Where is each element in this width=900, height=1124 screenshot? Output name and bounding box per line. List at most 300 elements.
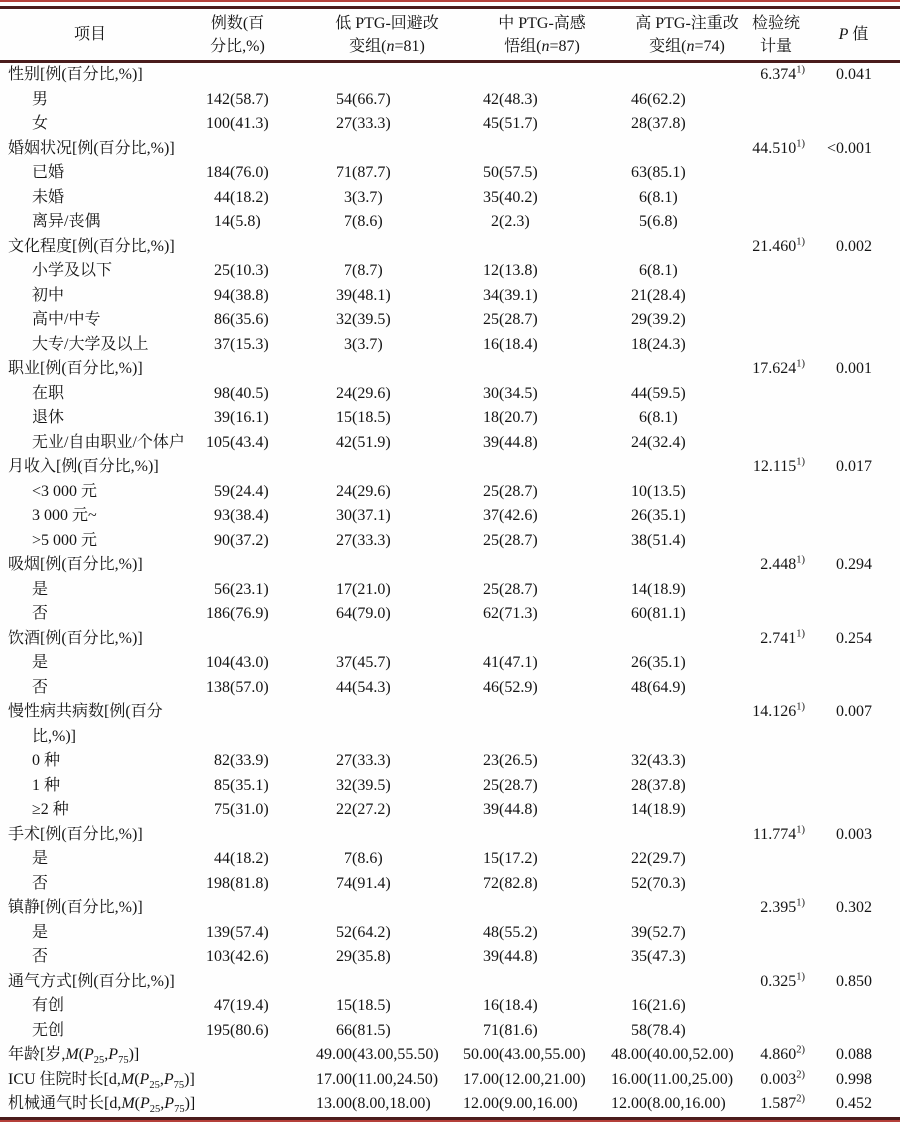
value-cell: 72(82.8) [483, 874, 538, 892]
value-cell: 22(27.2) [336, 801, 391, 818]
value-cell [180, 62, 295, 88]
row-label: 否 [32, 874, 49, 892]
value-cell: 60(81.1) [631, 605, 686, 622]
row-label: 否 [32, 605, 49, 622]
table-row [0, 455, 900, 480]
value-cell: 34(39.1) [483, 286, 538, 304]
value-cell: 25(28.7) [483, 482, 538, 500]
p-value-cell [807, 284, 900, 309]
value-cell [295, 553, 455, 578]
value-cell: 12(13.8) [483, 262, 538, 279]
table-row [0, 333, 900, 358]
row-label: <3 000 元 [32, 482, 98, 500]
value-cell [455, 627, 605, 652]
statistic-cell: 17.624$^{1)}$ [752, 358, 805, 377]
column-header-item: 项目 [73, 26, 106, 43]
row-label: 婚姻状况[例(百分比,%)] [8, 139, 175, 157]
value-cell: 30(34.5) [483, 384, 538, 402]
p-value-cell: 0.088 [836, 1046, 872, 1063]
row-label: 吸烟[例(百分比,%)] [8, 556, 143, 573]
row-label: 高中/中专 [32, 311, 101, 328]
value-cell [295, 137, 455, 162]
table-row [0, 676, 900, 701]
value-cell: 3(3.7) [344, 335, 383, 353]
value-cell: 23(26.5) [483, 752, 538, 769]
value-cell: 16(18.4) [483, 335, 538, 353]
value-cell: 44(18.2) [214, 850, 269, 867]
value-cell [180, 455, 295, 480]
value-cell: 17.00(11.00,24.50) [316, 1070, 439, 1088]
value-cell: 45(51.7) [483, 115, 538, 132]
value-cell [180, 896, 295, 921]
value-cell [455, 357, 605, 382]
value-cell: 41(47.1) [483, 654, 538, 671]
value-cell: 71(81.6) [483, 1021, 538, 1039]
value-cell [605, 62, 745, 88]
value-cell: 58(78.4) [631, 1021, 686, 1039]
value-cell [605, 970, 745, 995]
row-label: 慢性病共病数[例(百分 比,%)] [8, 703, 163, 745]
value-cell [180, 627, 295, 652]
value-cell: 39(44.8) [483, 948, 538, 965]
table-row [0, 186, 900, 211]
value-cell [180, 357, 295, 382]
value-cell [180, 137, 295, 162]
value-cell: 82(33.9) [214, 752, 269, 769]
table-row [0, 62, 900, 88]
row-label: 1 种 [32, 776, 61, 794]
value-cell: 39(44.8) [483, 433, 538, 451]
p-value-cell [807, 406, 900, 431]
value-cell: 35(40.2) [483, 188, 538, 206]
p-value-cell [807, 921, 900, 946]
value-cell [295, 627, 455, 652]
value-cell [295, 357, 455, 382]
value-cell: 32(43.3) [631, 752, 686, 769]
value-cell [605, 357, 745, 382]
column-header-mid-ptg-group: 中 PTG-高感 悟组(n=87) [498, 14, 586, 55]
value-cell: 44(59.5) [631, 384, 686, 402]
row-label: 镇静[例(百分比,%)] [8, 899, 143, 916]
value-cell: 39(16.1) [214, 409, 269, 426]
p-value-cell: 0.254 [836, 629, 872, 647]
statistic-cell: 12.115$^{1)}$ [752, 456, 805, 475]
row-label: 性别[例(百分比,%)] [8, 66, 143, 83]
value-cell: 25(28.7) [483, 531, 538, 549]
p-value-cell [807, 504, 900, 529]
value-cell [180, 235, 295, 260]
row-label: 0 种 [32, 752, 61, 769]
p-value-cell [807, 676, 900, 701]
value-cell: 28(37.8) [631, 115, 686, 132]
statistic-cell [745, 504, 807, 529]
value-cell: 85(35.1) [214, 776, 269, 794]
value-cell: 74(91.4) [336, 874, 391, 892]
value-cell: 42(51.9) [336, 433, 391, 451]
table-row [0, 504, 900, 529]
row-label: 手术[例(百分比,%)] [8, 825, 143, 843]
value-cell [455, 62, 605, 88]
table-row [0, 749, 900, 774]
value-cell: 39(48.1) [336, 286, 391, 304]
column-header-count: 例数(百 分比,%) [210, 14, 265, 55]
statistic-cell: 2.395$^{1)}$ [760, 897, 805, 916]
table-row [0, 1092, 900, 1117]
statistic-cell [745, 994, 807, 1019]
value-cell: 16(21.6) [631, 997, 686, 1014]
value-cell [180, 700, 295, 749]
value-cell: 50(57.5) [483, 164, 538, 181]
statistic-cell [745, 529, 807, 554]
table-row [0, 627, 900, 652]
value-cell: 3(3.7) [344, 188, 383, 206]
value-cell: 37(15.3) [214, 335, 269, 353]
p-value-cell: 0.302 [836, 899, 872, 916]
value-cell: 10(13.5) [631, 482, 686, 500]
row-label: 通气方式[例(百分比,%)] [8, 972, 175, 990]
p-value-cell [807, 872, 900, 897]
p-value-cell [807, 602, 900, 627]
value-cell: 15(18.5) [336, 997, 391, 1014]
statistic-cell: 0.325$^{1)}$ [760, 971, 805, 990]
p-value-cell [807, 480, 900, 505]
table-row [0, 210, 900, 235]
value-cell [180, 1068, 295, 1093]
statistic-cell: 2.741$^{1)}$ [760, 628, 805, 647]
value-cell: 7(8.6) [344, 213, 383, 230]
row-label: 大专/大学及以上 [32, 335, 149, 353]
p-value-cell: 0.041 [836, 66, 872, 83]
value-cell: 62(71.3) [483, 605, 538, 622]
value-cell [295, 896, 455, 921]
p-value-cell [807, 578, 900, 603]
p-value-cell [807, 798, 900, 823]
value-cell [455, 970, 605, 995]
statistic-cell [745, 1019, 807, 1044]
value-cell: 98(40.5) [214, 384, 269, 402]
statistic-cell [745, 872, 807, 897]
value-cell: 48.00(40.00,52.00) [611, 1046, 734, 1063]
column-header-low-ptg-group: 低 PTG-回避改 变组(n=81) [335, 14, 439, 55]
table-row [0, 774, 900, 799]
value-cell [605, 627, 745, 652]
value-cell: 7(8.7) [344, 262, 383, 279]
value-cell: 24(32.4) [631, 433, 686, 451]
statistic-cell [745, 186, 807, 211]
value-cell [455, 553, 605, 578]
p-value-cell [807, 186, 900, 211]
value-cell: 66(81.5) [336, 1021, 391, 1039]
value-cell [605, 235, 745, 260]
row-label: 是 [32, 580, 49, 598]
statistic-cell [745, 749, 807, 774]
row-label: 是 [32, 654, 49, 671]
table-row [0, 308, 900, 333]
value-cell: 6(8.1) [639, 409, 678, 426]
statistic-cell [745, 382, 807, 407]
p-value-cell: 0.001 [836, 360, 872, 377]
value-cell [180, 1092, 295, 1117]
value-cell: 38(51.4) [631, 531, 686, 549]
row-label: 在职 [32, 384, 65, 402]
row-label: >5 000 元 [32, 531, 98, 549]
row-label: 饮酒[例(百分比,%)] [8, 629, 143, 647]
row-label: 离异/丧偶 [32, 213, 101, 230]
p-value-cell [807, 749, 900, 774]
value-cell [295, 823, 455, 848]
value-cell: 25(10.3) [214, 262, 269, 279]
statistic-cell: 14.126$^{1)}$ [752, 701, 805, 720]
row-label: 未婚 [32, 188, 65, 206]
table-row [0, 847, 900, 872]
p-value-cell: <0.001 [826, 139, 872, 157]
row-label: 否 [32, 948, 49, 965]
column-header-p-value: P 值 [838, 26, 869, 43]
statistic-cell [745, 333, 807, 358]
value-cell: 25(28.7) [483, 776, 538, 794]
value-cell: 44(18.2) [214, 188, 269, 206]
table-row [0, 1019, 900, 1044]
table-row [0, 578, 900, 603]
row-label: 已婚 [32, 164, 65, 181]
p-value-cell [807, 1019, 900, 1044]
statistic-cell [745, 651, 807, 676]
value-cell: 29(35.8) [336, 948, 391, 965]
row-label: 年龄[岁$,M(P_{25},P_{75})$] [8, 1046, 140, 1067]
row-label: 3 000 元~ [32, 507, 97, 524]
value-cell: 15(18.5) [336, 409, 391, 426]
p-value-cell: 0.002 [836, 237, 872, 255]
table-row [0, 651, 900, 676]
value-cell: 25(28.7) [483, 311, 538, 328]
value-cell: 12.00(8.00,16.00) [611, 1095, 726, 1112]
value-cell: 37(45.7) [336, 654, 391, 671]
row-label: ICU 住院时长$[d,M(P_{25},P_{75})]$ [8, 1070, 195, 1091]
statistic-cell: 21.460$^{1)}$ [752, 236, 805, 255]
value-cell: 27(33.3) [336, 531, 391, 549]
value-cell: 14(5.8) [214, 213, 261, 230]
value-cell: 5(6.8) [639, 213, 678, 230]
table-row [0, 970, 900, 995]
column-header-statistic: 检验统 计量 [751, 14, 800, 55]
statistic-cell [745, 284, 807, 309]
value-cell [455, 896, 605, 921]
value-cell: 17.00(12.00,21.00) [463, 1070, 586, 1088]
value-cell [455, 235, 605, 260]
value-cell: 46(62.2) [631, 90, 686, 108]
value-cell: 52(64.2) [336, 923, 391, 941]
value-cell: 37(42.6) [483, 507, 538, 524]
value-cell [455, 823, 605, 848]
column-header-high-ptg-group: 高 PTG-注重改 变组(n=74) [635, 14, 739, 55]
p-value-cell [807, 994, 900, 1019]
value-cell: 103(42.6) [206, 948, 269, 965]
value-cell: 6(8.1) [639, 188, 678, 206]
table-row [0, 529, 900, 554]
value-cell: 64(79.0) [336, 605, 391, 622]
value-cell: 27(33.3) [336, 115, 391, 132]
p-value-cell [807, 847, 900, 872]
row-label: ≥2 种 [32, 801, 69, 818]
value-cell: 26(35.1) [631, 507, 686, 524]
row-label: 否 [32, 678, 49, 696]
row-label: 机械通气时长$[d,M(P_{25},P_{75})]$ [8, 1095, 196, 1116]
value-cell [295, 235, 455, 260]
table-row [0, 798, 900, 823]
row-label: 是 [32, 850, 49, 867]
p-value-cell: 0.294 [836, 556, 872, 573]
p-value-cell [807, 774, 900, 799]
value-cell: 47(19.4) [214, 997, 269, 1014]
statistic-cell [745, 210, 807, 235]
value-cell [605, 823, 745, 848]
value-cell: 16.00(11.00,25.00) [611, 1070, 734, 1088]
statistic-cell [745, 774, 807, 799]
table-row [0, 823, 900, 848]
p-value-cell [807, 382, 900, 407]
value-cell: 52(70.3) [631, 874, 686, 892]
statistic-cell [745, 161, 807, 186]
table-row [0, 431, 900, 456]
table-row [0, 1043, 900, 1068]
value-cell: 27(33.3) [336, 752, 391, 769]
p-value-cell: 0.007 [836, 703, 872, 720]
value-cell [455, 700, 605, 749]
value-cell: 86(35.6) [214, 311, 269, 328]
table-row [0, 602, 900, 627]
p-value-cell: 0.998 [836, 1070, 872, 1088]
value-cell: 28(37.8) [631, 776, 686, 794]
table-row [0, 137, 900, 162]
statistic-cell [745, 480, 807, 505]
table-row [0, 357, 900, 382]
statistic-cell: 11.774$^{1)}$ [752, 824, 805, 843]
table-row [0, 382, 900, 407]
row-label: 无业/自由职业/个体户 [32, 433, 185, 451]
row-label: 退休 [32, 409, 65, 426]
p-value-cell: 0.850 [836, 972, 872, 990]
value-cell: 44(54.3) [336, 678, 391, 696]
p-value-cell [807, 259, 900, 284]
p-value-cell [807, 161, 900, 186]
row-label: 是 [32, 923, 49, 941]
value-cell: 195(80.6) [206, 1021, 269, 1039]
value-cell [180, 1043, 295, 1068]
value-cell [295, 700, 455, 749]
value-cell: 13.00(8.00,18.00) [316, 1095, 431, 1112]
statistic-cell: 6.374$^{1)}$ [760, 64, 805, 83]
value-cell: 15(17.2) [483, 850, 538, 867]
value-cell: 39(52.7) [631, 923, 686, 941]
value-cell: 50.00(43.00,55.00) [463, 1046, 586, 1063]
row-label: 小学及以下 [32, 262, 113, 279]
value-cell: 105(43.4) [206, 433, 269, 451]
table-row [0, 945, 900, 970]
value-cell: 198(81.8) [206, 874, 269, 892]
value-cell: 48(64.9) [631, 678, 686, 696]
value-cell [605, 700, 745, 749]
demographics-table [0, 9, 900, 1117]
value-cell [295, 455, 455, 480]
statistic-cell [745, 88, 807, 113]
value-cell: 14(18.9) [631, 801, 686, 818]
statistic-cell [745, 945, 807, 970]
statistic-cell [745, 308, 807, 333]
value-cell: 2(2.3) [491, 213, 530, 230]
statistic-cell [745, 112, 807, 137]
table-row [0, 112, 900, 137]
value-cell: 48(55.2) [483, 923, 538, 941]
value-cell: 94(38.8) [214, 286, 269, 304]
row-label: 月收入[例(百分比,%)] [8, 458, 159, 475]
statistic-cell [745, 602, 807, 627]
value-cell: 17(21.0) [336, 580, 391, 598]
row-label: 初中 [32, 286, 65, 304]
p-value-cell [807, 431, 900, 456]
value-cell: 63(85.1) [631, 164, 686, 181]
p-value-cell [807, 529, 900, 554]
statistic-cell: 44.510$^{1)}$ [752, 138, 805, 157]
statistic-cell [745, 798, 807, 823]
statistic-cell [745, 676, 807, 701]
table-row [0, 406, 900, 431]
p-value-cell [807, 945, 900, 970]
bottom-thin-rule [0, 1120, 900, 1122]
value-cell: 35(47.3) [631, 948, 686, 965]
statistic-cell [745, 259, 807, 284]
value-cell: 16(18.4) [483, 997, 538, 1014]
p-value-cell [807, 308, 900, 333]
value-cell: 75(31.0) [214, 801, 269, 818]
statistic-cell [745, 847, 807, 872]
value-cell: 59(24.4) [214, 482, 269, 500]
value-cell: 25(28.7) [483, 580, 538, 598]
value-cell [455, 137, 605, 162]
value-cell: 12.00(9.00,16.00) [463, 1095, 578, 1112]
value-cell: 24(29.6) [336, 384, 391, 402]
table-row [0, 872, 900, 897]
value-cell: 26(35.1) [631, 654, 686, 671]
row-label: 女 [32, 115, 49, 132]
table-row [0, 259, 900, 284]
value-cell: 138(57.0) [206, 678, 269, 696]
table-row [0, 88, 900, 113]
table-row [0, 553, 900, 578]
value-cell: 39(44.8) [483, 801, 538, 818]
statistic-cell [745, 921, 807, 946]
value-cell: 139(57.4) [206, 923, 269, 941]
value-cell: 142(58.7) [206, 90, 269, 108]
value-cell: 56(23.1) [214, 580, 269, 598]
value-cell: 18(20.7) [483, 409, 538, 426]
p-value-cell: 0.017 [836, 458, 872, 475]
header-row [0, 9, 900, 62]
value-cell [605, 553, 745, 578]
value-cell [605, 137, 745, 162]
value-cell: 54(66.7) [336, 90, 391, 108]
value-cell [180, 970, 295, 995]
value-cell: 21(28.4) [631, 286, 686, 304]
value-cell: 7(8.6) [344, 850, 383, 867]
p-value-cell [807, 210, 900, 235]
table-header [0, 9, 900, 62]
p-value-cell: 0.003 [836, 825, 872, 843]
value-cell: 93(38.4) [214, 507, 269, 524]
row-label: 无创 [32, 1021, 65, 1039]
value-cell: 18(24.3) [631, 335, 686, 353]
statistic-cell: 2.448$^{1)}$ [760, 554, 805, 573]
value-cell: 6(8.1) [639, 262, 678, 279]
